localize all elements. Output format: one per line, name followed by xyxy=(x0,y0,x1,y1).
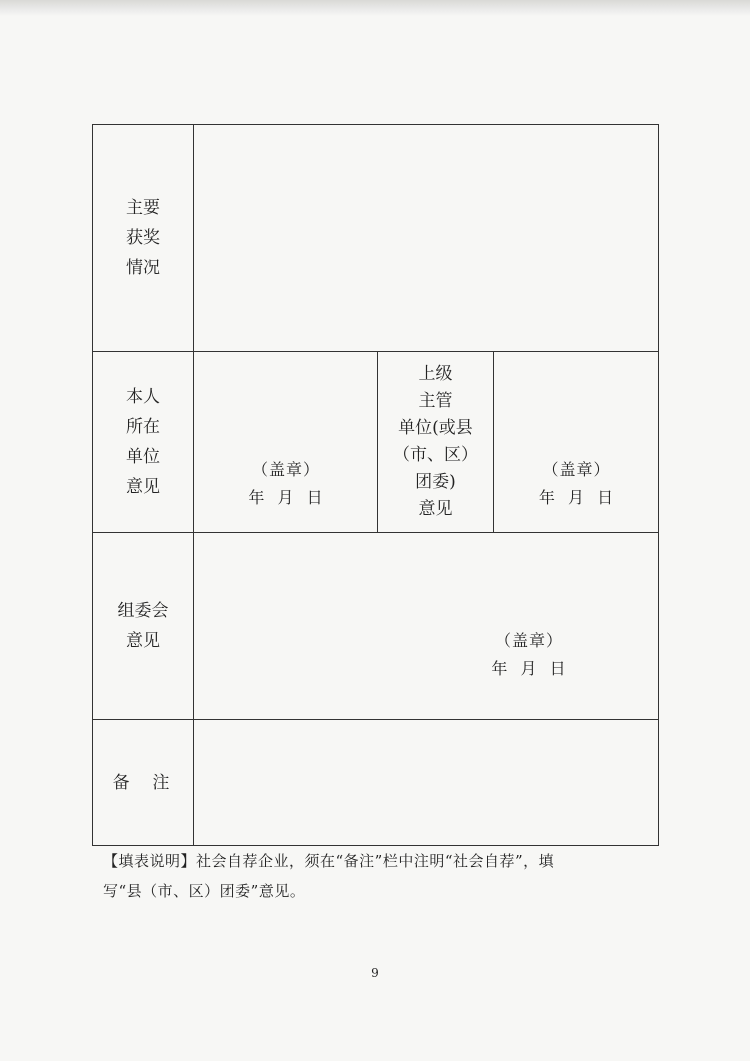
unit-seal-block xyxy=(194,456,378,512)
superior-seal-block xyxy=(494,456,659,512)
superior-opinion-label-cell xyxy=(378,352,494,533)
committee-label-cell xyxy=(93,533,194,720)
committee-row xyxy=(93,533,659,720)
committee-seal-text: （盖章） xyxy=(494,631,563,650)
unit-opinion-content-cell[interactable] xyxy=(194,352,378,533)
unit-opinion-label: 本人 所在 单位 意见 xyxy=(126,387,160,497)
committee-date-text: 年 月 日 xyxy=(491,659,567,678)
instructions-line-1: 【填表说明】社会自荐企业，须在“备注”栏中注明“社会自荐”，填 xyxy=(103,852,555,870)
superior-opinion-label: 上级 主管 单位(或县 （市、区） 团委) 意见 xyxy=(393,364,478,519)
committee-opinion-label: 组委会 意见 xyxy=(117,601,169,651)
awards-label-cell xyxy=(93,125,194,352)
committee-seal-block xyxy=(464,627,594,683)
superior-seal-text: （盖章） xyxy=(542,460,611,479)
committee-content-cell[interactable] xyxy=(194,533,659,720)
remarks-label: 备 注 xyxy=(112,772,174,793)
unit-seal-text: （盖章） xyxy=(251,460,320,479)
awards-content-cell[interactable] xyxy=(194,125,659,352)
remarks-content-cell[interactable] xyxy=(194,720,659,846)
awards-label: 主要 获奖 情况 xyxy=(126,198,160,278)
awards-row xyxy=(93,125,659,352)
superior-date-text: 年 月 日 xyxy=(538,488,615,507)
page-number: 9 xyxy=(371,966,379,980)
remarks-label-cell xyxy=(93,720,194,846)
instructions-line-2: 写“县（市、区）团委”意见。 xyxy=(103,882,306,900)
unit-date-text: 年 月 日 xyxy=(248,488,324,507)
remarks-row xyxy=(93,720,659,846)
filling-instructions xyxy=(103,846,663,906)
superior-opinion-content-cell[interactable] xyxy=(494,352,659,533)
opinion-row xyxy=(93,352,659,533)
application-form-table xyxy=(92,124,659,846)
unit-opinion-label-cell xyxy=(93,352,194,533)
scan-top-edge xyxy=(0,0,750,16)
